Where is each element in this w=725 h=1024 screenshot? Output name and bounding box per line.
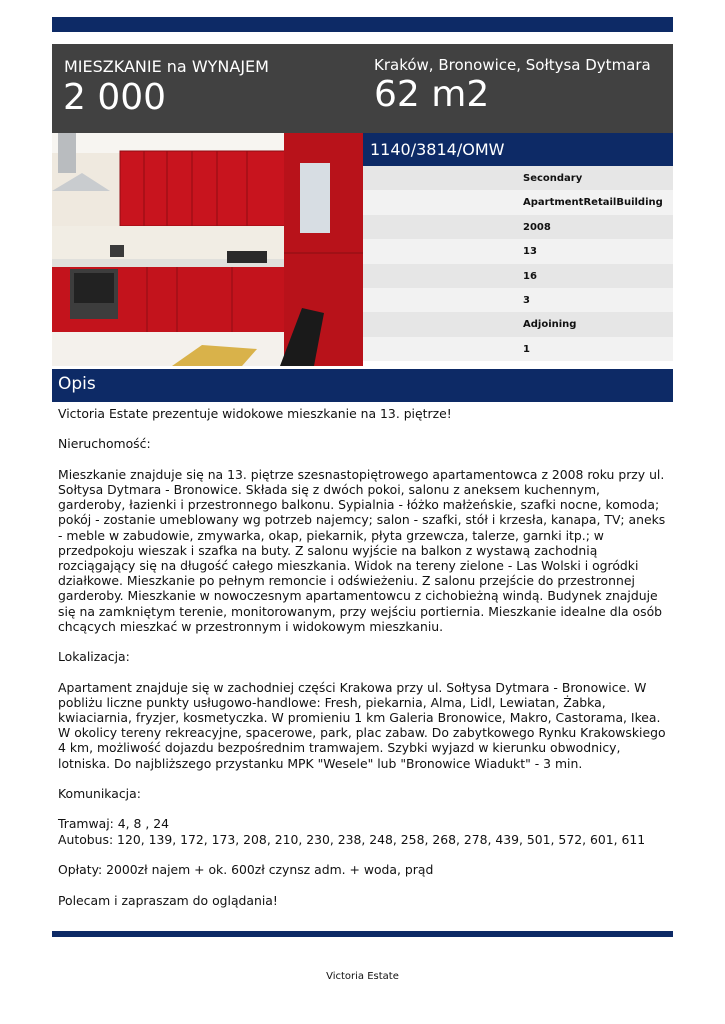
description-heading: Opis — [52, 369, 673, 402]
location: Kraków, Bronowice, Sołtysa Dytmara — [374, 56, 651, 74]
param-value: 13 — [523, 246, 537, 258]
param-row — [363, 215, 673, 239]
param-row — [363, 312, 673, 336]
kitchen-photo-illustration — [52, 133, 363, 366]
deal-type: MIESZKANIE na WYNAJEM — [64, 57, 269, 76]
description-body — [58, 406, 670, 908]
offer-params-table — [363, 166, 673, 361]
param-row — [363, 190, 673, 214]
param-row — [363, 264, 673, 288]
param-row — [363, 239, 673, 263]
param-value: Adjoining — [523, 319, 577, 331]
kitchen-photo — [52, 133, 363, 366]
description-text: Victoria Estate prezentuje widokowe mieszkanie na 13. piętrze! Nieruchomość: Mieszkanie znajduje się na 13. piętrze szesnastopiętrowego apartamentowca z 2008 roku przy ul. Sołtysa Dytmara - Bronowice. Składa się z dwóch pokoi, salonu z aneksem kuchennym, garderoby, łazienki i przestronnego balkonu. Sypialnia - łóżko małżeńskie, szafki nocne, komoda; pokój - zostanie umeblowany wg potrzeb najemcy; salon - szafki, stół i krzesła, kanapa, TV; aneks - meble w zabudowie, zmywarka, okap, piekarnik, płyta grzewcza, talerze, garnki itp.; w przedpokoju wieszak i szafka na buty. Z salonu wyjście na balkon z wystawą zachodnią rozciągający się na długość całego mieszkania. Widok na tereny zielone - Las Wolski i ogródki działkowe. Mieszkanie po pełnym remoncie i odświeżeniu. Z salonu przejście do przestronnej garderoby. Mieszkanie w nowoczesnym apartamentowcu z cichobieżną windą. Budynek znajduje się na zamkniętym terenie, monitorowanym, przy wejściu portiernia. Mieszkanie idealne dla osób chcących mieszkać w przestronnym i widokowym mieszkaniu. Lokalizacja: Apartament znajduje się w zachodniej części Krakowa przy ul. Sołtysa Dytmara - Bronowice. W pobliżu liczne punkty usługowo-handlowe: Fresh, piekarnia, Alma, Lidl, Lewiatan, Żabka, kwiaciarnia, fryzjer, kosmetyczka. W promieniu 1 km Galeria Bronowice, Makro, Castorama, Ikea. W okolicy tereny rekreacyjne, spacerowe, park, plac zabaw. Do zabytkowego Rynku Krakowskiego 4 km, możliwość dojazdu bezpośrednim tramwajem. Szybki wyjazd w kierunku obwodnicy, lotniska. Do najbliższego przystanku MPK "Wesele" lub "Bronowice Wiadukt" - 3 min. Komunikacja: Tramwaj: 4, 8 , 24 Autobus: 120, 139, 172, 173, 208, 210, 230, 238, 248, 258, 268, 278, 439, 501, 572, 601, 611 Opłaty: 2000zł najem + ok. 600zł czynsz adm. + woda, prąd Polecam i zapraszam do oglądania! — [58, 406, 666, 908]
param-value: 1 — [523, 343, 530, 355]
param-value: 3 — [523, 294, 530, 306]
area: 62 m2 — [374, 74, 490, 115]
bottom-accent-bar — [52, 931, 673, 937]
reference-number: 1140/3814/OMW — [363, 133, 673, 166]
param-value: 16 — [523, 270, 537, 282]
param-row — [363, 288, 673, 312]
param-row — [363, 166, 673, 190]
price: 2 000 — [63, 77, 167, 118]
offer-header — [52, 44, 673, 133]
param-value: Secondary — [523, 173, 583, 184]
footer-agency: Victoria Estate — [326, 971, 399, 982]
top-accent-bar — [52, 17, 673, 32]
param-value: 2008 — [523, 221, 551, 233]
param-row — [363, 337, 673, 361]
param-value: ApartmentRetailBuilding — [523, 197, 663, 209]
